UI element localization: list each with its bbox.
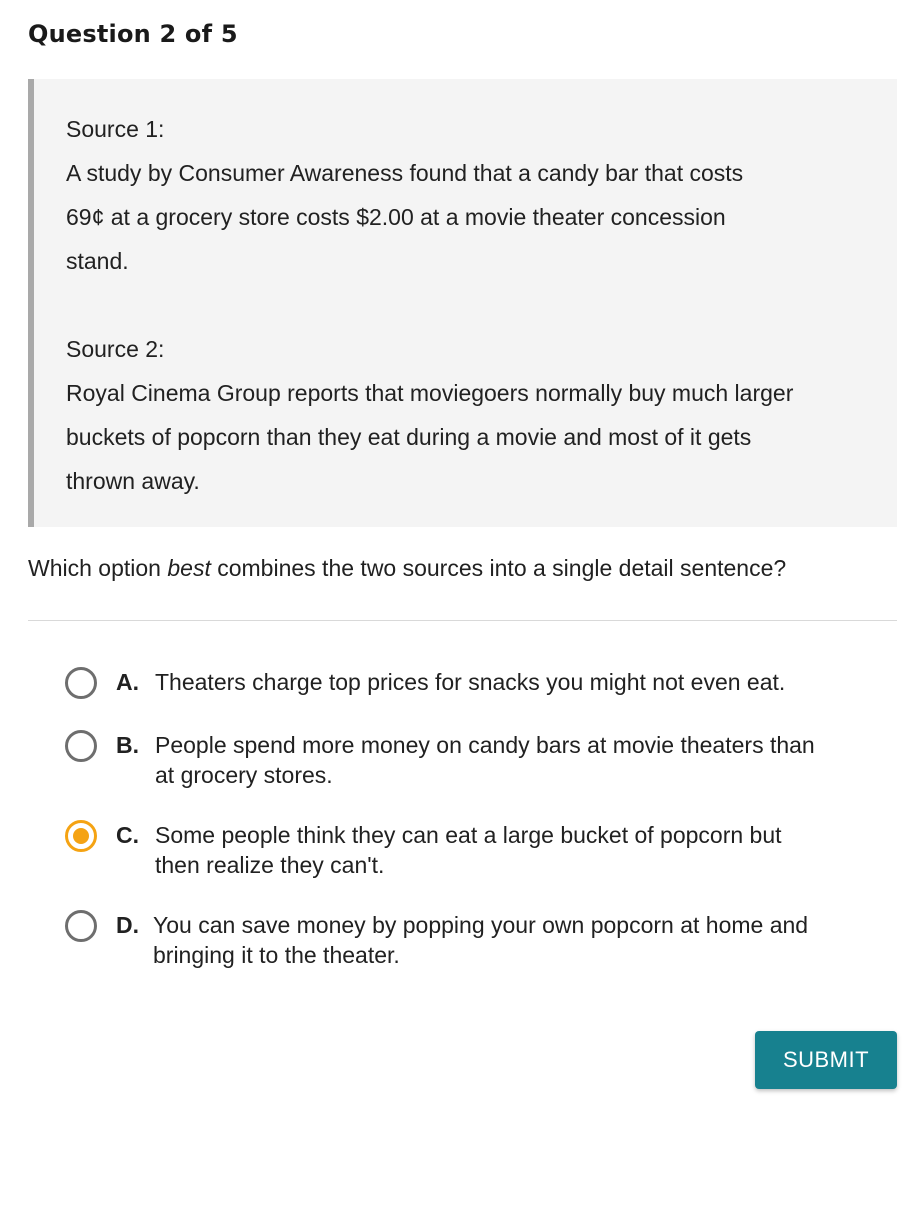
source-title: Source 1:	[66, 116, 165, 142]
source-line: 69¢ at a grocery store costs $2.00 at a movie theater concession	[66, 204, 726, 230]
option-text	[155, 667, 895, 697]
option-line: Some people think they can eat a large bucket of popcorn but	[155, 822, 782, 848]
source-line: buckets of popcorn than they eat during a movie and most of it gets	[66, 424, 752, 450]
option-line: You can save money by popping your own popcorn at home and	[153, 912, 809, 938]
option-line: Theaters charge top prices for snacks you might not even eat.	[155, 669, 786, 695]
question-prompt	[28, 550, 786, 586]
option-letter: D.	[116, 912, 139, 938]
option-line: bringing it to the theater.	[153, 942, 400, 968]
source-1	[66, 107, 867, 283]
radio-button[interactable]	[65, 730, 97, 762]
source-line: A study by Consumer Awareness found that a candy bar that costs	[66, 160, 744, 186]
source-line: stand.	[66, 248, 129, 274]
question-counter: Question 2 of 5	[28, 20, 238, 48]
option-letter: A.	[116, 669, 139, 695]
option-letter: C.	[116, 822, 139, 848]
submit-button[interactable]: SUBMIT	[755, 1031, 897, 1089]
radio-button[interactable]	[65, 910, 97, 942]
source-line: Royal Cinema Group reports that moviegoers normally buy much larger	[66, 380, 794, 406]
option-line: then realize they can't.	[155, 852, 385, 878]
radio-button[interactable]	[65, 820, 97, 852]
option-line: People spend more money on candy bars at movie theaters than	[155, 732, 815, 758]
prompt-text-start: Which option	[28, 555, 168, 581]
source-2	[66, 327, 867, 503]
option-text	[153, 910, 893, 970]
prompt-emphasis: best	[167, 555, 211, 581]
option-text	[155, 820, 895, 880]
option-text	[155, 730, 895, 790]
source-title: Source 2:	[66, 336, 165, 362]
option-line: at grocery stores.	[155, 762, 333, 788]
radio-button[interactable]	[65, 667, 97, 699]
option-letter: B.	[116, 732, 139, 758]
divider	[28, 620, 897, 621]
source-line: thrown away.	[66, 468, 200, 494]
prompt-text-end: combines the two sources into a single detail sentence?	[210, 555, 787, 581]
source-spacer	[66, 283, 867, 327]
sources-panel	[28, 79, 897, 527]
